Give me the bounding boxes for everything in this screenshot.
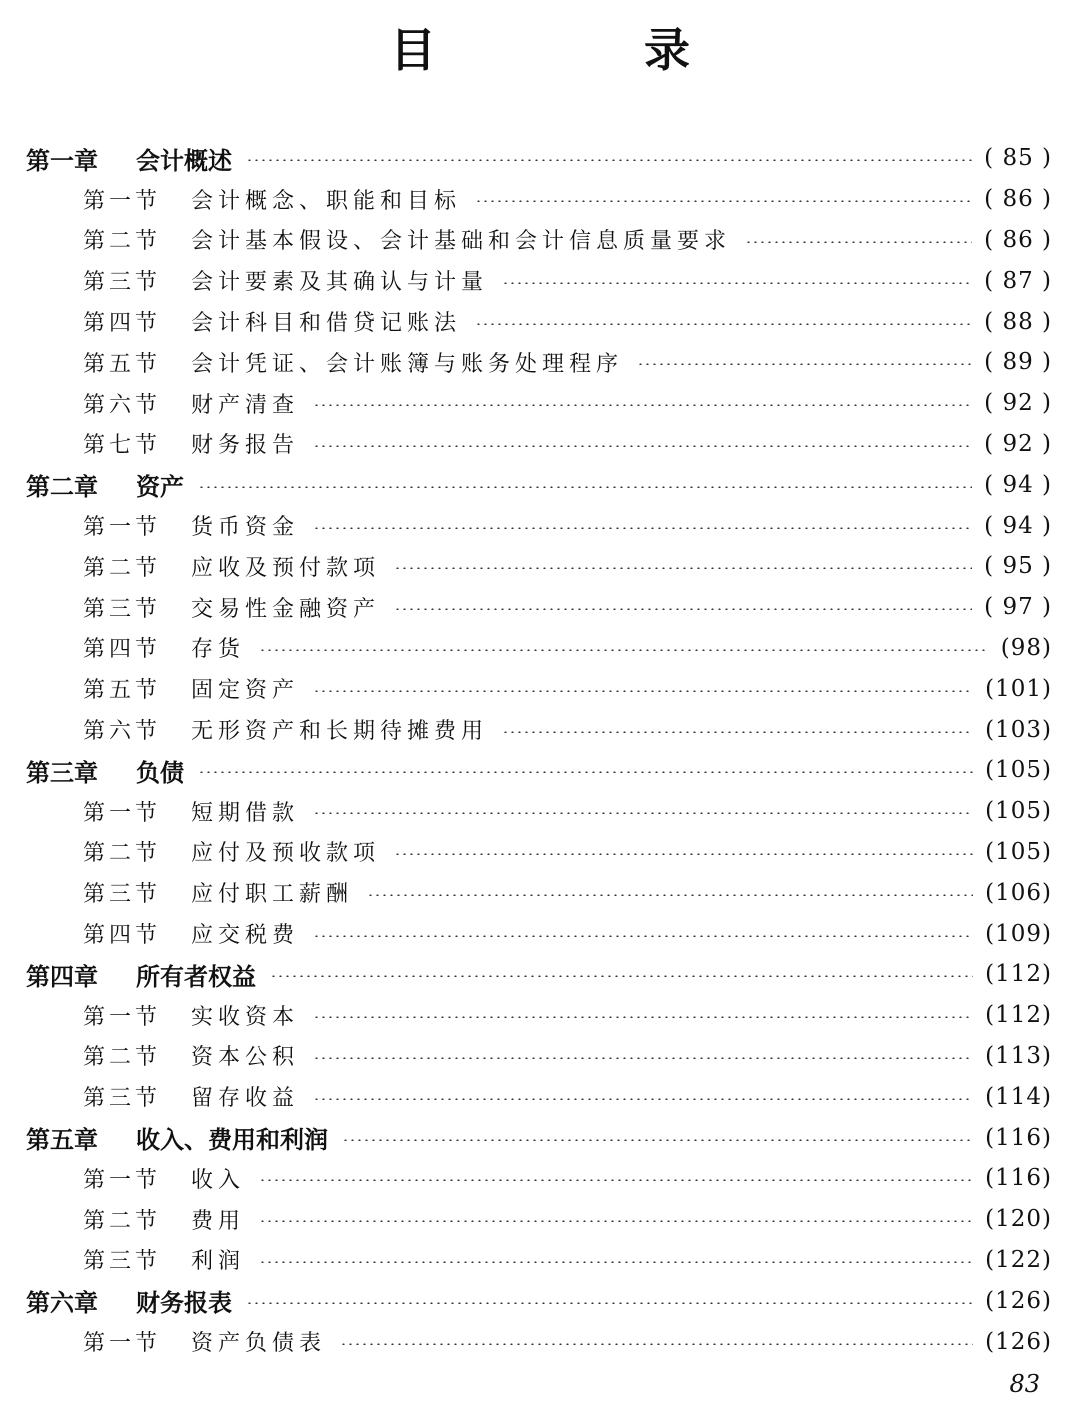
toc-entry <box>0 301 1080 342</box>
entry-number: 第一章 <box>26 146 98 175</box>
entry-title: 资产 <box>136 473 184 502</box>
toc-entry <box>0 505 1080 546</box>
dot-leader <box>394 567 972 569</box>
entry-page: ( 94 ) <box>984 512 1052 539</box>
entry-number: 第三节 <box>83 1249 162 1275</box>
entry-title: 财务报告 <box>191 433 300 459</box>
dot-leader <box>313 935 973 937</box>
entry-number: 第一节 <box>83 1167 162 1193</box>
toc-entry <box>0 138 1080 179</box>
entry-title: 会计概念、职能和目标 <box>191 188 462 214</box>
entry-title: 应付及预收款项 <box>191 841 381 867</box>
entry-number: 第二节 <box>83 1208 162 1234</box>
dot-leader <box>394 853 973 855</box>
entry-number: 第五章 <box>26 1126 98 1155</box>
entry-title: 所有者权益 <box>136 962 256 991</box>
entry-title: 会计要素及其确认与计量 <box>191 270 489 296</box>
entry-page: (105) <box>985 798 1052 825</box>
dot-leader <box>502 282 972 284</box>
entry-page: (126) <box>985 1328 1052 1355</box>
entry-title: 会计基本假设、会计基础和会计信息质量要求 <box>191 229 732 255</box>
toc-entry <box>0 1321 1080 1362</box>
entry-page: (105) <box>985 757 1052 784</box>
dot-leader <box>340 1343 973 1345</box>
toc-entry <box>0 628 1080 669</box>
entry-number: 第六节 <box>83 392 162 418</box>
entry-title: 收入、费用和利润 <box>136 1126 328 1155</box>
entry-page: ( 86 ) <box>984 226 1052 253</box>
toc-entry <box>0 1076 1080 1117</box>
toc-entry <box>0 1036 1080 1077</box>
dot-leader <box>198 486 972 488</box>
entry-number: 第三节 <box>83 270 162 296</box>
entry-page: (106) <box>985 879 1052 906</box>
dot-leader <box>246 1302 973 1304</box>
entry-number: 第二节 <box>83 1045 162 1071</box>
entry-title: 留存收益 <box>191 1086 300 1112</box>
entry-title: 资本公积 <box>191 1045 300 1071</box>
entry-page: (112) <box>985 1002 1052 1029</box>
dot-leader <box>502 731 973 733</box>
toc-entry <box>0 260 1080 301</box>
entry-number: 第三节 <box>83 1086 162 1112</box>
toc-entry <box>0 464 1080 505</box>
toc-entry <box>0 995 1080 1036</box>
entry-title: 存货 <box>191 637 246 663</box>
entry-title: 财务报表 <box>136 1289 232 1318</box>
entry-page: (116) <box>985 1165 1052 1192</box>
entry-number: 第一节 <box>83 1331 162 1356</box>
table-of-contents <box>0 138 1080 1362</box>
entry-number: 第一节 <box>83 188 162 214</box>
dot-leader <box>475 323 972 325</box>
entry-number: 第一节 <box>83 515 162 541</box>
entry-page: (112) <box>985 961 1052 988</box>
entry-number: 第四节 <box>83 311 162 337</box>
entry-number: 第二章 <box>26 473 98 502</box>
entry-title: 交易性金融资产 <box>191 596 381 622</box>
dot-leader <box>394 608 972 610</box>
dot-leader <box>313 690 973 692</box>
dot-leader <box>745 241 972 243</box>
entry-page: (101) <box>985 675 1052 702</box>
page-title: 目 录 <box>389 23 786 77</box>
toc-entry <box>0 791 1080 832</box>
entry-number: 第三章 <box>26 758 98 787</box>
toc-entry <box>0 709 1080 750</box>
entry-title: 应收及预付款项 <box>191 555 381 581</box>
toc-entry <box>0 750 1080 791</box>
entry-number: 第六章 <box>26 1289 98 1318</box>
entry-page: ( 95 ) <box>984 553 1052 580</box>
dot-leader <box>259 1261 973 1263</box>
toc-entry <box>0 546 1080 587</box>
dot-leader <box>637 363 972 365</box>
entry-page: (113) <box>985 1042 1052 1069</box>
entry-title: 货币资金 <box>191 515 300 541</box>
entry-page: ( 89 ) <box>984 349 1052 376</box>
entry-title: 费用 <box>191 1208 246 1234</box>
dot-leader <box>313 404 972 406</box>
dot-leader <box>198 771 973 773</box>
dot-leader <box>342 1139 973 1141</box>
entry-page: ( 85 ) <box>984 145 1052 172</box>
entry-title: 负债 <box>136 758 184 787</box>
toc-entry <box>0 954 1080 995</box>
entry-page: ( 97 ) <box>984 594 1052 621</box>
dot-leader <box>259 1220 973 1222</box>
entry-title: 财产清查 <box>191 392 300 418</box>
toc-entry <box>0 832 1080 873</box>
entry-page: (120) <box>985 1206 1052 1233</box>
entry-title: 无形资产和长期待摊费用 <box>191 719 489 745</box>
entry-page: (109) <box>985 920 1052 947</box>
entry-page: ( 94 ) <box>984 471 1052 498</box>
entry-title: 实收资本 <box>191 1004 300 1030</box>
entry-page: (105) <box>985 838 1052 865</box>
dot-leader <box>259 649 989 651</box>
entry-page: ( 88 ) <box>984 308 1052 335</box>
entry-number: 第五节 <box>83 351 162 377</box>
entry-page: ( 92 ) <box>984 390 1052 417</box>
entry-title: 利润 <box>191 1249 246 1275</box>
entry-title: 应交税费 <box>191 923 300 949</box>
entry-number: 第二节 <box>83 229 162 255</box>
entry-page: (116) <box>985 1124 1052 1151</box>
dot-leader <box>246 159 972 161</box>
dot-leader <box>367 894 973 896</box>
dot-leader <box>313 812 973 814</box>
entry-page: (122) <box>985 1246 1052 1273</box>
toc-entry <box>0 1240 1080 1281</box>
dot-leader <box>313 1016 973 1018</box>
entry-page: (103) <box>985 716 1052 743</box>
entry-number: 第四节 <box>83 637 162 663</box>
entry-title: 资产负债表 <box>191 1331 327 1356</box>
toc-entry <box>0 220 1080 261</box>
dot-leader <box>313 527 972 529</box>
entry-title: 收入 <box>191 1167 246 1193</box>
entry-title: 短期借款 <box>191 800 300 826</box>
entry-number: 第三节 <box>83 882 162 908</box>
entry-page: ( 87 ) <box>984 267 1052 294</box>
dot-leader <box>313 445 972 447</box>
toc-entry <box>0 383 1080 424</box>
entry-page: (126) <box>985 1287 1052 1314</box>
page-number: 83 <box>1009 1370 1040 1398</box>
entry-number: 第六节 <box>83 719 162 745</box>
entry-title: 会计科目和借贷记账法 <box>191 311 462 337</box>
toc-entry <box>0 1158 1080 1199</box>
entry-number: 第二节 <box>83 555 162 581</box>
toc-entry <box>0 913 1080 954</box>
toc-entry <box>0 1280 1080 1321</box>
dot-leader <box>313 1098 973 1100</box>
entry-page: ( 92 ) <box>984 430 1052 457</box>
entry-number: 第一节 <box>83 800 162 826</box>
dot-leader <box>259 1179 973 1181</box>
entry-number: 第二节 <box>83 841 162 867</box>
entry-number: 第七节 <box>83 433 162 459</box>
toc-entry <box>0 587 1080 628</box>
toc-entry <box>0 342 1080 383</box>
toc-entry <box>0 424 1080 465</box>
toc-entry <box>0 1199 1080 1240</box>
entry-number: 第三节 <box>83 596 162 622</box>
dot-leader <box>475 200 972 202</box>
entry-title: 会计概述 <box>136 146 232 175</box>
entry-page: (98) <box>1000 634 1052 661</box>
toc-entry <box>0 668 1080 709</box>
toc-entry <box>0 1117 1080 1158</box>
entry-page: (114) <box>985 1083 1052 1110</box>
dot-leader <box>313 1057 973 1059</box>
entry-title: 固定资产 <box>191 678 300 704</box>
dot-leader <box>270 975 973 977</box>
entry-number: 第四节 <box>83 923 162 949</box>
toc-entry <box>0 179 1080 220</box>
entry-number: 第一节 <box>83 1004 162 1030</box>
entry-number: 第五节 <box>83 678 162 704</box>
entry-number: 第四章 <box>26 962 98 991</box>
entry-page: ( 86 ) <box>984 186 1052 213</box>
entry-title: 会计凭证、会计账簿与账务处理程序 <box>191 351 624 377</box>
entry-title: 应付职工薪酬 <box>191 882 354 908</box>
toc-entry <box>0 872 1080 913</box>
